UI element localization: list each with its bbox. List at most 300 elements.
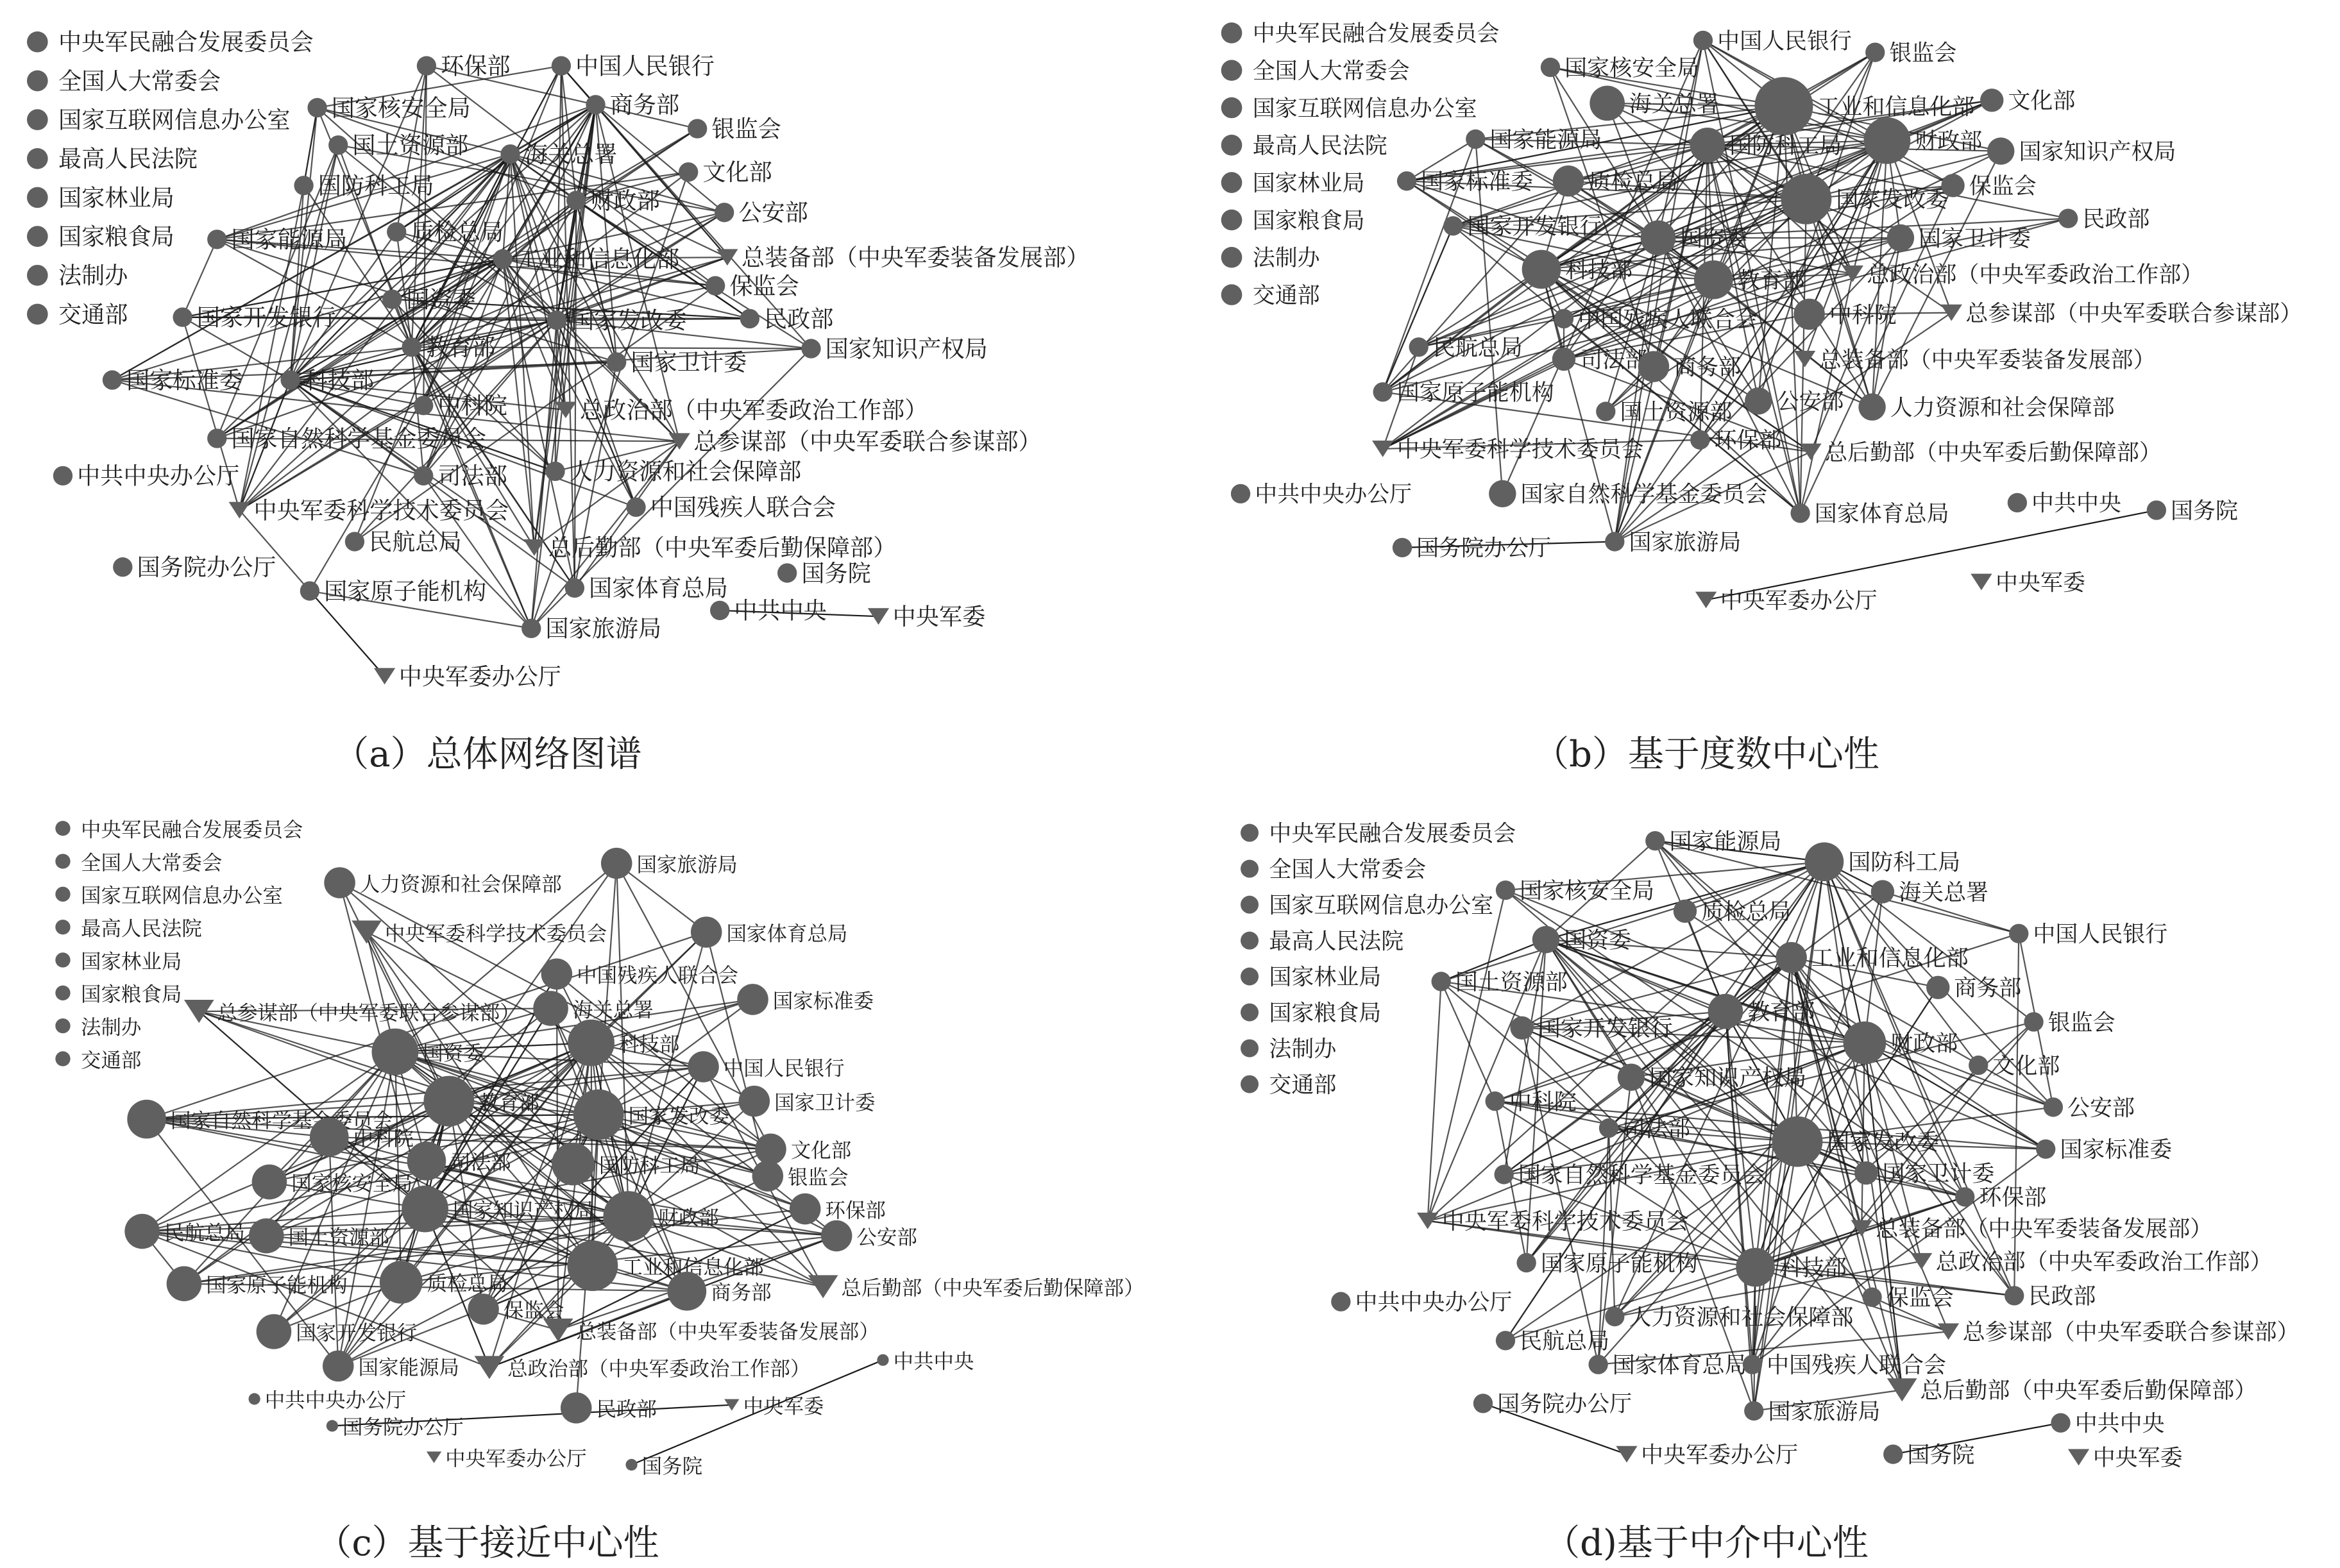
node-label: 保监会: [1886, 1285, 1954, 1311]
circle-node-icon: [380, 1261, 423, 1304]
isolate-node-icon: [55, 1018, 70, 1033]
isolate-label: 法制办: [80, 1016, 142, 1040]
circle-node-icon: [561, 1392, 592, 1424]
isolate-node-icon: [1221, 172, 1242, 193]
node-label: 总政治部（中央军委政治工作部）: [507, 1358, 811, 1381]
isolate-label: 国家林业局: [1252, 171, 1365, 197]
node-label: 国家旅游局: [636, 853, 738, 877]
circle-node-icon: [1805, 842, 1844, 881]
node-label: 质检总局: [411, 218, 504, 246]
node-label: 中央军委科学技术委员会: [384, 922, 607, 946]
circle-node-icon: [801, 339, 820, 358]
node-label: 中共中央: [893, 1350, 974, 1374]
circle-node-icon: [1858, 393, 1885, 420]
node-label: 中央军委: [1996, 570, 2085, 596]
isolate-node-icon: [1221, 135, 1242, 156]
circle-node-icon: [1694, 260, 1733, 299]
circle-node-icon: [2024, 1012, 2043, 1031]
circle-node-icon: [1409, 337, 1429, 357]
node-label: 国家核安全局: [291, 1172, 413, 1195]
circle-node-icon: [1443, 216, 1462, 235]
circle-node-icon: [1473, 1394, 1493, 1413]
isolate-node-icon: [1221, 284, 1242, 305]
node-label: 财政部: [658, 1206, 719, 1230]
circle-node-icon: [1554, 309, 1573, 328]
node-label: 国家卫计委: [1882, 1161, 1995, 1187]
node-label: 国家开发银行: [1538, 1016, 1673, 1042]
node-label: 国家核安全局: [1520, 878, 1655, 904]
node-label: 司法部: [450, 1151, 511, 1175]
node-label: 科技部: [1779, 1255, 1847, 1281]
circle-node-icon: [407, 1142, 446, 1181]
node-label: 银监会: [2048, 1010, 2115, 1036]
node-label: 国家自然科学基金委员会: [1518, 1163, 1765, 1189]
node-label: 总装备部（中央军委装备发展部）: [576, 1320, 879, 1344]
node-label: 总政治部（中央军委政治工作部）: [1867, 262, 2204, 288]
circle-node-icon: [1690, 430, 1709, 450]
circle-node-icon: [533, 991, 568, 1026]
node-label: 司法部: [1580, 347, 1648, 373]
isolate-node-icon: [55, 952, 70, 967]
node-label: 中央军委科学技术委员会: [1441, 1209, 1689, 1235]
circle-node-icon: [1486, 1092, 1505, 1111]
circle-node-icon: [307, 98, 326, 117]
isolate-node-icon: [1241, 1040, 1259, 1058]
node-label: 教育部: [1747, 999, 1815, 1025]
node-label: 国家能源局: [1489, 127, 1602, 153]
isolate-label: 交通部: [58, 300, 128, 328]
node-label: 国家旅游局: [545, 614, 662, 643]
node-label: 人力资源和社会保障部: [569, 457, 802, 485]
circle-node-icon: [1641, 221, 1676, 256]
circle-node-icon: [603, 1191, 654, 1242]
node-label: 中科院: [437, 392, 507, 420]
circle-node-icon: [1776, 942, 1807, 974]
node-label: 国家知识产权局: [1649, 1065, 1807, 1092]
node-label: 文化部: [1992, 1053, 2060, 1079]
circle-node-icon: [1496, 1331, 1515, 1350]
circle-node-icon: [414, 466, 433, 485]
node-label: 中共中央: [2074, 1411, 2165, 1437]
circle-node-icon: [1510, 1016, 1533, 1040]
circle-node-icon: [382, 289, 402, 308]
circle-node-icon: [328, 135, 348, 155]
circle-node-icon: [2058, 208, 2078, 228]
circle-node-icon: [280, 370, 300, 389]
isolate-label: 最高人民法院: [1252, 133, 1387, 160]
node-label: 国家原子能机构: [1540, 1251, 1698, 1277]
node-label: 国家能源局: [231, 226, 348, 254]
isolate-label: 法制办: [1252, 246, 1320, 272]
node-label: 国务院: [2171, 498, 2238, 525]
node-label: 中央军委办公厅: [398, 662, 561, 691]
node-label: 中国残疾人联合会: [1578, 307, 1758, 333]
circle-node-icon: [565, 578, 584, 598]
node-label: 国资委: [423, 1041, 484, 1065]
circle-node-icon: [1854, 1161, 1878, 1184]
isolate-label: 国家粮食局: [58, 223, 174, 251]
circle-node-icon: [668, 1272, 707, 1311]
node-label: 中科院: [1829, 302, 1897, 328]
isolate-label: 全国人大常委会: [58, 67, 221, 95]
circle-node-icon: [1743, 1355, 1762, 1374]
node-label: 财政部: [1915, 129, 1983, 155]
node-label: 国家核安全局: [1564, 55, 1700, 81]
circle-node-icon: [207, 230, 226, 249]
circle-node-icon: [755, 1133, 786, 1165]
node-label: 国家标准委: [772, 990, 874, 1013]
circle-node-icon: [1865, 42, 1885, 62]
node-label: 海关总署: [1899, 880, 1989, 906]
node-label: 环保部: [441, 52, 511, 80]
isolate-label: 国家互联网信息办公室: [58, 106, 291, 134]
node-label: 环保部: [825, 1199, 886, 1222]
node-label: 国资委: [406, 285, 476, 314]
node-label: 文化部: [2008, 89, 2076, 115]
node-label: 保监会: [1969, 174, 2037, 200]
node-label: 总政治部（中央军委政治工作部）: [1935, 1249, 2273, 1276]
node-label: 财政部: [590, 187, 660, 215]
circle-node-icon: [1690, 128, 1725, 163]
circle-node-icon: [1516, 1253, 1536, 1272]
isolate-node-icon: [1241, 932, 1259, 950]
node-label: 人力资源和社会保障部: [359, 873, 562, 897]
node-label: 国家发改委: [1827, 1129, 1940, 1156]
circle-node-icon: [372, 1029, 419, 1075]
circle-node-icon: [573, 1090, 624, 1140]
circle-node-icon: [1373, 382, 1393, 401]
node-label: 国家发改委: [571, 307, 687, 335]
node-label: 国务院: [641, 1454, 703, 1478]
node-label: 公安部: [1776, 389, 1844, 416]
circle-node-icon: [545, 462, 564, 481]
circle-node-icon: [691, 916, 722, 948]
node-label: 国家旅游局: [1768, 1399, 1881, 1425]
circle-node-icon: [414, 396, 433, 415]
node-label: 国家体育总局: [1814, 502, 1949, 528]
circle-node-icon: [324, 867, 355, 898]
node-label: 民航总局: [1520, 1329, 1610, 1355]
circle-node-icon: [1553, 165, 1584, 197]
circle-node-icon: [1532, 926, 1559, 953]
node-label: 银监会: [1889, 40, 1957, 67]
node-label: 中国人民银行: [1717, 28, 1852, 55]
circle-node-icon: [566, 190, 586, 210]
circle-node-icon: [323, 1351, 354, 1382]
node-label: 商务部: [711, 1281, 772, 1305]
node-label: 国资委: [1680, 226, 1748, 252]
node-label: 总政治部（中央军委政治工作部）: [580, 396, 928, 425]
circle-node-icon: [626, 498, 645, 517]
isolate-label: 全国人大常委会: [1252, 58, 1410, 85]
isolate-node-icon: [1241, 968, 1259, 986]
node-label: 文化部: [702, 158, 772, 187]
circle-node-icon: [1596, 401, 1615, 421]
node-label: 国防科工局: [598, 1154, 700, 1177]
circle-node-icon: [493, 249, 513, 268]
node-label: 民政部: [2082, 207, 2150, 233]
circle-node-icon: [1552, 348, 1575, 371]
isolate-label: 国家粮食局: [80, 983, 182, 1007]
circle-node-icon: [567, 1240, 618, 1291]
circle-node-icon: [1618, 1064, 1645, 1091]
node-label: 商务部: [1954, 975, 2022, 1002]
node-label: 国家能源局: [1669, 829, 1782, 855]
circle-node-icon: [1864, 117, 1911, 164]
circle-node-icon: [402, 337, 421, 357]
circle-node-icon: [521, 619, 541, 638]
circle-node-icon: [715, 203, 734, 222]
circle-node-icon: [1926, 976, 1949, 999]
circle-node-icon: [167, 1266, 202, 1301]
isolate-node-icon: [1221, 97, 1242, 119]
node-label: 科技部: [1565, 257, 1633, 283]
circle-node-icon: [326, 1420, 338, 1431]
circle-node-icon: [688, 1051, 719, 1083]
circle-node-icon: [103, 370, 122, 389]
node-label: 国土资源部: [352, 131, 469, 160]
circle-node-icon: [1393, 538, 1412, 557]
node-label: 中国人民银行: [575, 52, 715, 80]
node-label: 总后勤部（中央军委后勤保障部）: [548, 534, 897, 562]
node-label: 国家核安全局: [331, 94, 471, 122]
node-label: 中共中央: [734, 596, 827, 625]
circle-node-icon: [1987, 137, 2014, 164]
circle-node-icon: [601, 848, 632, 879]
circle-node-icon: [2147, 500, 2166, 519]
circle-node-icon: [1522, 250, 1561, 289]
isolate-node-icon: [55, 1051, 70, 1066]
node-label: 教育部: [425, 333, 496, 362]
node-label: 国家知识产权局: [2019, 139, 2176, 165]
node-label: 中国残疾人联合会: [650, 493, 836, 521]
circle-node-icon: [1397, 171, 1416, 190]
node-label: 中央军委: [743, 1395, 824, 1419]
circle-node-icon: [1231, 484, 1250, 503]
circle-node-icon: [345, 532, 364, 551]
node-label: 商务部: [609, 91, 680, 119]
node-label: 环保部: [1979, 1185, 2047, 1211]
node-label: 民航总局: [369, 528, 462, 556]
circle-node-icon: [2036, 1140, 2055, 1159]
isolate-label: 国家林业局: [58, 183, 174, 212]
node-label: 国家体育总局: [589, 574, 728, 602]
circle-node-icon: [1883, 1445, 1903, 1464]
node-label: 总后勤部（中央军委后勤保障部）: [841, 1277, 1144, 1301]
node-label: 国家标准委: [1421, 169, 1534, 196]
circle-node-icon: [1674, 900, 1697, 923]
node-label: 公安部: [856, 1226, 917, 1249]
circle-node-icon: [568, 1020, 615, 1066]
node-label: 银监会: [711, 115, 781, 143]
node-label: 海关总署: [572, 999, 654, 1022]
circle-node-icon: [2008, 493, 2027, 512]
node-label: 民政部: [596, 1398, 657, 1422]
isolate-node-icon: [1221, 247, 1242, 268]
node-label: 国家卫计委: [774, 1091, 876, 1115]
node-label: 国家自然科学基金委员会: [170, 1109, 393, 1133]
circle-node-icon: [310, 1118, 349, 1157]
node-label: 总后勤部（中央军委后勤保障部）: [1920, 1378, 2257, 1404]
isolate-label: 交通部: [80, 1049, 142, 1072]
circle-node-icon: [706, 276, 725, 295]
node-label: 国家标准委: [2060, 1137, 2173, 1163]
isolate-node-icon: [1221, 210, 1242, 231]
circle-node-icon: [1772, 1117, 1823, 1167]
node-label: 财政部: [1890, 1031, 1958, 1057]
node-label: 中央军委科学技术委员会: [253, 496, 509, 525]
circle-node-icon: [2005, 1286, 2024, 1305]
node-label: 总后勤部（中央军委后勤保障部）: [1825, 440, 2162, 466]
node-label: 总装备部（中央军委装备发展部）: [1819, 347, 2156, 373]
node-label: 国家原子能机构: [1396, 380, 1554, 407]
node-label: 工业和信息化部: [622, 1256, 764, 1279]
circle-node-icon: [1495, 1165, 1514, 1184]
circle-node-icon: [1466, 130, 1485, 149]
node-label: 中共中央办公厅: [264, 1389, 407, 1413]
circle-node-icon: [1590, 86, 1625, 121]
isolate-label: 最高人民法院: [58, 145, 198, 173]
circle-node-icon: [1745, 387, 1772, 414]
circle-node-icon: [1489, 480, 1516, 507]
node-label: 国务院办公厅: [1416, 535, 1552, 562]
circle-node-icon: [249, 1393, 260, 1404]
circle-node-icon: [552, 1143, 595, 1186]
node-label: 中国人民银行: [2033, 922, 2168, 948]
isolate-label: 国家互联网信息办公室: [1269, 893, 1494, 919]
circle-node-icon: [1588, 1355, 1607, 1374]
node-label: 质检总局: [427, 1272, 508, 1296]
circle-node-icon: [423, 1076, 474, 1127]
node-label: 民政部: [763, 305, 834, 333]
node-label: 中央军委: [2092, 1446, 2183, 1472]
circle-node-icon: [402, 1186, 448, 1233]
node-label: 国家能源局: [358, 1356, 459, 1379]
circle-node-icon: [679, 162, 698, 181]
node-label: 国务院: [1907, 1442, 1975, 1469]
node-label: 教育部: [1737, 268, 1805, 294]
circle-node-icon: [1541, 58, 1560, 77]
isolate-label: 交通部: [1252, 283, 1320, 309]
node-label: 国家知识产权局: [452, 1199, 595, 1222]
circle-node-icon: [1645, 831, 1665, 850]
node-label: 银监会: [788, 1166, 849, 1190]
isolate-node-icon: [55, 986, 70, 1000]
isolate-label: 中央军民融合发展委员会: [1252, 21, 1500, 47]
circle-node-icon: [541, 959, 573, 990]
circle-node-icon: [607, 352, 626, 371]
node-label: 公安部: [2067, 1095, 2135, 1122]
node-label: 质检总局: [1701, 899, 1792, 925]
isolate-node-icon: [1221, 22, 1242, 44]
circle-node-icon: [739, 1086, 770, 1117]
caption-panel-c: （c）基于接近中心性: [316, 1522, 659, 1564]
node-label: 国务院办公厅: [137, 553, 276, 582]
node-label: 国土资源部: [1455, 970, 1568, 996]
circle-node-icon: [387, 222, 406, 241]
node-label: 国务院办公厅: [343, 1416, 464, 1440]
node-label: 中国残疾人联合会: [577, 964, 739, 988]
node-label: 国家原子能机构: [206, 1274, 348, 1297]
node-label: 国务院办公厅: [1497, 1392, 1632, 1418]
node-label: 国家知识产权局: [825, 335, 988, 363]
circle-node-icon: [821, 1220, 852, 1252]
circle-node-icon: [249, 1218, 284, 1254]
node-label: 文化部: [790, 1139, 852, 1163]
circle-node-icon: [1844, 1022, 1886, 1065]
node-label: 总参谋部（中央军委联合参谋部）: [1965, 301, 2303, 327]
node-label: 国家卫计委: [631, 348, 747, 376]
circle-node-icon: [586, 95, 605, 114]
circle-node-icon: [257, 1314, 292, 1349]
isolate-label: 全国人大常委会: [1269, 857, 1427, 883]
circle-node-icon: [1496, 881, 1515, 900]
node-label: 国家发改委: [628, 1104, 730, 1128]
circle-node-icon: [552, 56, 571, 75]
circle-node-icon: [1638, 351, 1670, 382]
circle-node-icon: [1980, 89, 2003, 112]
node-label: 国土资源部: [288, 1226, 389, 1249]
circle-node-icon: [752, 1160, 784, 1192]
node-label: 中央军委办公厅: [1641, 1442, 1799, 1469]
circle-node-icon: [468, 1294, 499, 1325]
circle-node-icon: [252, 1165, 287, 1200]
node-label: 海关总署: [1629, 91, 1719, 117]
node-label: 国防科工局: [1729, 133, 1842, 160]
circle-node-icon: [1955, 1187, 1974, 1206]
node-label: 国家旅游局: [1629, 530, 1742, 556]
isolate-node-icon: [27, 226, 48, 247]
node-label: 国家开发银行: [296, 1322, 418, 1345]
circle-node-icon: [1744, 1401, 1763, 1420]
isolate-node-icon: [27, 148, 48, 169]
node-label: 中科院: [353, 1127, 414, 1151]
isolate-label: 国家粮食局: [1252, 208, 1365, 234]
node-label: 国家标准委: [126, 366, 242, 394]
node-label: 民航总局: [1432, 335, 1523, 362]
node-label: 国防科工局: [1848, 850, 1961, 876]
isolate-node-icon: [55, 821, 70, 836]
caption-panel-a: （a）总体网络图谱: [333, 734, 642, 775]
circle-node-icon: [124, 1214, 160, 1249]
node-label: 中共中央办公厅: [1255, 482, 1412, 508]
node-label: 民航总局: [164, 1221, 245, 1245]
circle-node-icon: [777, 563, 797, 582]
isolate-label: 法制办: [1269, 1036, 1337, 1063]
node-label: 中国人民银行: [723, 1057, 845, 1081]
circle-node-icon: [1941, 174, 1964, 197]
isolate-node-icon: [27, 265, 48, 286]
circle-node-icon: [1862, 1288, 1881, 1307]
circle-node-icon: [173, 307, 192, 326]
circle-node-icon: [625, 1459, 637, 1471]
node-label: 保监会: [729, 272, 799, 300]
node-label: 海关总署: [524, 140, 618, 169]
node-label: 人力资源和社会保障部: [1890, 395, 2115, 421]
isolate-label: 中央军民融合发展委员会: [58, 28, 314, 56]
isolate-node-icon: [1241, 860, 1259, 878]
isolate-node-icon: [1241, 896, 1259, 914]
node-label: 总参谋部（中央军委联合参谋部）: [217, 1001, 520, 1025]
isolate-node-icon: [1241, 824, 1259, 842]
circle-node-icon: [547, 310, 566, 330]
circle-node-icon: [737, 984, 768, 1015]
node-label: 环保部: [1714, 428, 1782, 454]
circle-node-icon: [294, 176, 313, 195]
isolate-node-icon: [27, 187, 48, 208]
isolate-node-icon: [27, 109, 48, 130]
node-label: 工业和信息化部: [517, 245, 680, 273]
